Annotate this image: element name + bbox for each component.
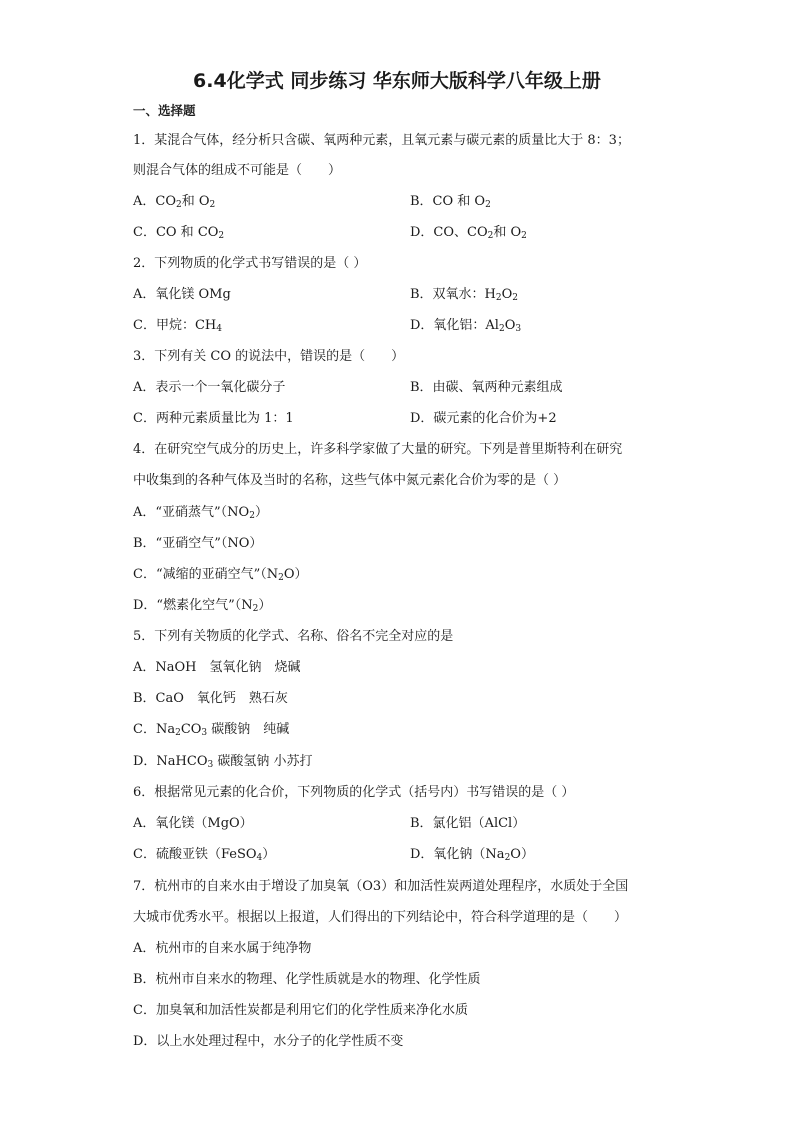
q1-stem-line2: 则混合气体的组成不可能是（ ） (133, 163, 342, 178)
q1-option-b: B．CO 和 $O_2$ (410, 194, 491, 210)
q6-option-d: D．氧化钠$(Na_2O)$ (410, 847, 534, 863)
q4-stem-line2: 中收集到的各种气体及当时的名称，这些气体中氮元素化合价为零的是（ ） (133, 473, 567, 488)
q2-stem: 2．下列物质的化学式书写错误的是（ ） (133, 256, 367, 271)
q6-stem: 6．根据常见元素的化合价，下列物质的化学式（括号内）书写错误的是（ ） (133, 785, 575, 800)
q2-option-d: D．氧化铝：$Al_2O_3$ (410, 318, 522, 334)
q1-option-c: C．CO 和 $CO_2$ (133, 225, 225, 241)
q6-option-c: C．硫酸亚铁（FeSO$_4$） (133, 847, 276, 863)
q2-option-b: B．双氧水：$H_2O_2$ (410, 287, 519, 303)
q6-option-a: A．氧化镁（MgO） (133, 816, 253, 831)
q2-option-a: A．氧化镁 OMg (133, 287, 231, 302)
q5-stem: 5．下列有关物质的化学式、名称、俗名不完全对应的是 (133, 629, 454, 644)
q6-option-b: B．氯化铝（AlCl） (410, 816, 526, 831)
q7-stem-line1: 7．杭州市的自来水由于增设了加臭氧（O3）和加活性炭两道处理程序，水质处于全国 (133, 879, 629, 894)
q4-option-a: A．“亚硝蒸气$”(NO_2)$ (133, 505, 268, 521)
q4-option-d: D．“燃素化空气$”(N_2)$ (133, 598, 272, 614)
q3-option-a: A．表示一个一氧化碳分子 (133, 380, 286, 395)
q5-option-d: D．NaHCO$_3$ 碳酸氢钠 小苏打 (133, 754, 313, 770)
q3-stem: 3．下列有关 CO 的说法中，错误的是（ ） (133, 349, 405, 364)
page-title: 6.4化学式 同步练习 华东师大版科学八年级上册 (193, 70, 601, 92)
section-heading: 一、选择题 (133, 103, 196, 118)
q3-option-b: B．由碳、氧两种元素组成 (410, 380, 563, 395)
q7-option-c: C．加臭氧和加活性炭都是利用它们的化学性质来净化水质 (133, 1003, 468, 1018)
q3-option-d: D．碳元素的化合价为+2 (410, 411, 557, 426)
q7-stem-line2: 大城市优秀水平。根据以上报道，人们得出的下列结论中，符合科学道理的是（ ） (133, 910, 628, 925)
q4-stem-line1: 4．在研究空气成分的历史上，许多科学家做了大量的研究。下列是普里斯特利在研究 (133, 442, 623, 457)
q1-option-d: D．CO、$CO_2$和 $O_2$ (410, 225, 527, 241)
q3-option-c: C．两种元素质量比为 1：1 (133, 411, 294, 426)
q5-option-b: B．CaO 氧化钙 熟石灰 (133, 691, 288, 706)
q2-option-c: C．甲烷：$CH_4$ (133, 318, 222, 334)
q4-option-c: C．“减缩的亚硝空气$”(N_2O)$ (133, 567, 308, 583)
q5-option-c: C．$Na_2CO_3$ 碳酸钠 纯碱 (133, 722, 290, 738)
q7-option-b: B．杭州市自来水的物理、化学性质就是水的物理、化学性质 (133, 972, 481, 987)
q1-option-a: A．$CO_2$和 $O_2$ (133, 194, 216, 210)
q5-option-a: A．NaOH 氢氧化钠 烧碱 (133, 660, 301, 675)
q7-option-a: A．杭州市的自来水属于纯净物 (133, 941, 312, 956)
q1-stem-line1: 1．某混合气体，经分析只含碳、氧两种元素，且氧元素与碳元素的质量比大于 8：3； (133, 133, 630, 148)
q4-option-b: B．“亚硝空气”（NO） (133, 536, 263, 551)
q7-option-d: D．以上水处理过程中，水分子的化学性质不变 (133, 1034, 404, 1049)
